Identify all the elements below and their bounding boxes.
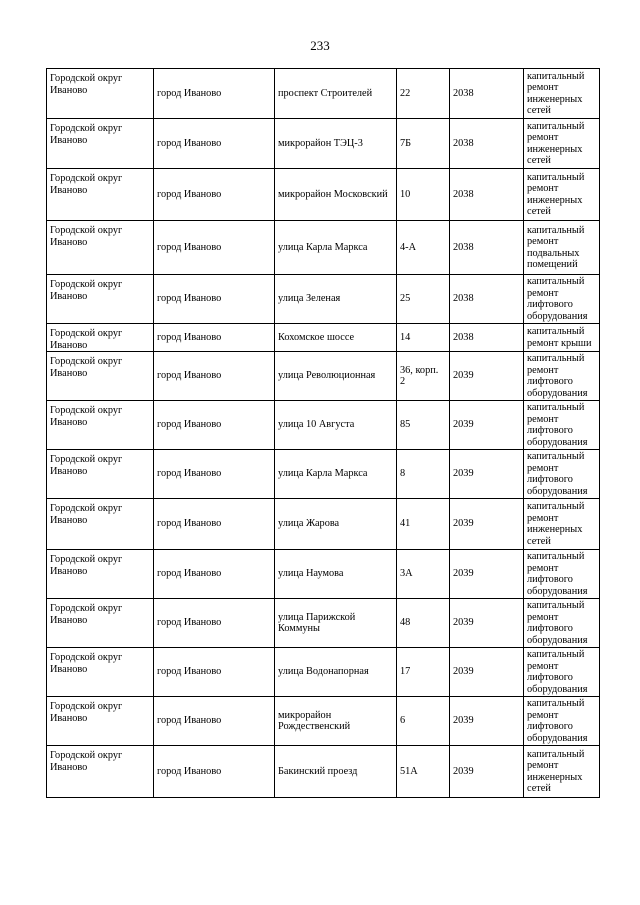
year-cell: 2039	[450, 648, 524, 697]
house-number-cell: 17	[397, 648, 450, 697]
table-row	[47, 550, 600, 599]
work-type-cell: капитальный ремонт лифтового оборудования	[524, 648, 600, 697]
street-cell: микрорайон ТЭЦ-3	[275, 119, 397, 169]
settlement-cell: город Иваново	[154, 401, 275, 450]
house-number-cell: 41	[397, 499, 450, 550]
work-type-cell: капитальный ремонт инженерных сетей	[524, 169, 600, 221]
house-number-cell: 22	[397, 69, 450, 119]
settlement-cell: город Иваново	[154, 352, 275, 401]
street-cell: улица 10 Августа	[275, 401, 397, 450]
year-cell: 2038	[450, 221, 524, 275]
year-cell: 2038	[450, 169, 524, 221]
work-type-cell: капитальный ремонт крыши	[524, 324, 600, 352]
year-cell: 2038	[450, 324, 524, 352]
municipality-cell: Городской округ Иваново	[47, 746, 154, 798]
street-cell: улица Революционная	[275, 352, 397, 401]
work-type-cell: капитальный ремонт инженерных сетей	[524, 499, 600, 550]
municipality-cell: Городской округ Иваново	[47, 69, 154, 119]
settlement-cell: город Иваново	[154, 169, 275, 221]
municipality-cell: Городской округ Иваново	[47, 550, 154, 599]
table-row	[47, 352, 600, 401]
street-cell: улица Карла Маркса	[275, 450, 397, 499]
street-cell: улица Карла Маркса	[275, 221, 397, 275]
settlement-cell: город Иваново	[154, 221, 275, 275]
settlement-cell: город Иваново	[154, 599, 275, 648]
work-type-cell: капитальный ремонт инженерных сетей	[524, 119, 600, 169]
year-cell: 2039	[450, 599, 524, 648]
street-cell: улица Зеленая	[275, 275, 397, 324]
settlement-cell: город Иваново	[154, 324, 275, 352]
year-cell: 2039	[450, 697, 524, 746]
table-row	[47, 599, 600, 648]
municipality-cell: Городской округ Иваново	[47, 275, 154, 324]
year-cell: 2039	[450, 550, 524, 599]
repair-schedule-table	[46, 68, 600, 798]
municipality-cell: Городской округ Иваново	[47, 450, 154, 499]
table-row	[47, 221, 600, 275]
house-number-cell: 51А	[397, 746, 450, 798]
house-number-cell: 25	[397, 275, 450, 324]
municipality-cell: Городской округ Иваново	[47, 697, 154, 746]
settlement-cell: город Иваново	[154, 697, 275, 746]
table-row	[47, 69, 600, 119]
work-type-cell: капитальный ремонт инженерных сетей	[524, 69, 600, 119]
house-number-cell: 6	[397, 697, 450, 746]
settlement-cell: город Иваново	[154, 648, 275, 697]
municipality-cell: Городской округ Иваново	[47, 401, 154, 450]
year-cell: 2039	[450, 352, 524, 401]
table-row	[47, 450, 600, 499]
year-cell: 2038	[450, 119, 524, 169]
work-type-cell: капитальный ремонт лифтового оборудования	[524, 697, 600, 746]
house-number-cell: 3А	[397, 550, 450, 599]
street-cell: улица Жарова	[275, 499, 397, 550]
house-number-cell: 48	[397, 599, 450, 648]
table-row	[47, 697, 600, 746]
work-type-cell: капитальный ремонт лифтового оборудования	[524, 275, 600, 324]
municipality-cell: Городской округ Иваново	[47, 499, 154, 550]
year-cell: 2039	[450, 746, 524, 798]
table-row	[47, 648, 600, 697]
street-cell: улица Наумова	[275, 550, 397, 599]
table-row	[47, 746, 600, 798]
settlement-cell: город Иваново	[154, 275, 275, 324]
house-number-cell: 8	[397, 450, 450, 499]
street-cell: микрорайон Московский	[275, 169, 397, 221]
table-row	[47, 324, 600, 352]
house-number-cell: 36, корп. 2	[397, 352, 450, 401]
settlement-cell: город Иваново	[154, 499, 275, 550]
settlement-cell: город Иваново	[154, 69, 275, 119]
page-number: 233	[310, 38, 330, 53]
table-row	[47, 401, 600, 450]
municipality-cell: Городской округ Иваново	[47, 221, 154, 275]
work-type-cell: капитальный ремонт лифтового оборудования	[524, 450, 600, 499]
house-number-cell: 10	[397, 169, 450, 221]
settlement-cell: город Иваново	[154, 550, 275, 599]
municipality-cell: Городской округ Иваново	[47, 599, 154, 648]
municipality-cell: Городской округ Иваново	[47, 324, 154, 352]
work-type-cell: капитальный ремонт лифтового оборудования	[524, 550, 600, 599]
work-type-cell: капитальный ремонт лифтового оборудования	[524, 401, 600, 450]
year-cell: 2039	[450, 499, 524, 550]
year-cell: 2038	[450, 275, 524, 324]
municipality-cell: Городской округ Иваново	[47, 119, 154, 169]
municipality-cell: Городской округ Иваново	[47, 352, 154, 401]
settlement-cell: город Иваново	[154, 119, 275, 169]
house-number-cell: 14	[397, 324, 450, 352]
table-row	[47, 119, 600, 169]
house-number-cell: 85	[397, 401, 450, 450]
street-cell: улица Водонапорная	[275, 648, 397, 697]
settlement-cell: город Иваново	[154, 450, 275, 499]
street-cell: проспект Строителей	[275, 69, 397, 119]
street-cell: Бакинский проезд	[275, 746, 397, 798]
work-type-cell: капитальный ремонт инженерных сетей	[524, 746, 600, 798]
municipality-cell: Городской округ Иваново	[47, 169, 154, 221]
street-cell: улица Парижской Коммуны	[275, 599, 397, 648]
year-cell: 2038	[450, 69, 524, 119]
work-type-cell: капитальный ремонт лифтового оборудования	[524, 352, 600, 401]
year-cell: 2039	[450, 450, 524, 499]
house-number-cell: 7Б	[397, 119, 450, 169]
year-cell: 2039	[450, 401, 524, 450]
settlement-cell: город Иваново	[154, 746, 275, 798]
work-type-cell: капитальный ремонт лифтового оборудования	[524, 599, 600, 648]
house-number-cell: 4-А	[397, 221, 450, 275]
table-row	[47, 499, 600, 550]
municipality-cell: Городской округ Иваново	[47, 648, 154, 697]
work-type-cell: капитальный ремонт подвальных помещений	[524, 221, 600, 275]
table-row	[47, 275, 600, 324]
table-row	[47, 169, 600, 221]
street-cell: Кохомское шоссе	[275, 324, 397, 352]
street-cell: микрорайон Рождественский	[275, 697, 397, 746]
